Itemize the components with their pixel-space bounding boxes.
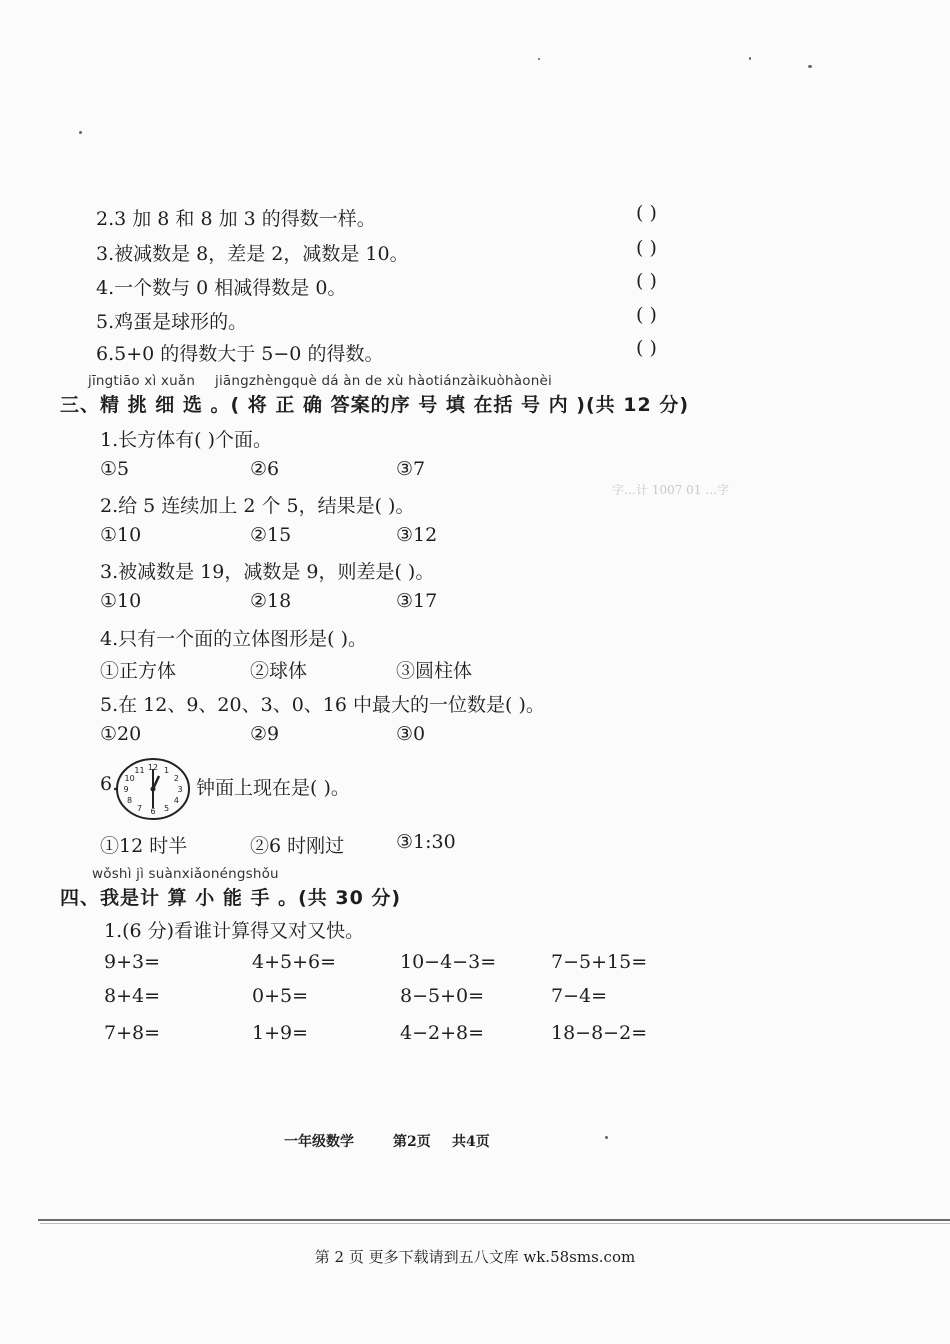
scan-speck [605, 1136, 608, 1139]
answer-paren[interactable]: ( ) [636, 270, 657, 292]
judgement-item-4: 4.一个数与 0 相减得数是 0。 [96, 277, 347, 299]
option-1-2[interactable]: ②6 [250, 458, 280, 480]
calc-item: 10−4−3= [400, 951, 497, 973]
option-5-2[interactable]: ②9 [250, 723, 280, 745]
judgement-item-5: 5.鸡蛋是球形的。 [96, 311, 248, 333]
option-4-3[interactable]: ③圆柱体 [396, 660, 473, 682]
question-1: 1.长方体有( )个面。 [100, 429, 272, 451]
download-caption: 第 2 页 更多下载请到五八文库 wk.58sms.com [314, 1248, 636, 1266]
calc-item: 18−8−2= [551, 1022, 648, 1044]
faint-bleedthrough-text: 字…计 1007 01 …字 [612, 483, 730, 497]
scan-speck [749, 57, 751, 60]
option-1-1[interactable]: ①5 [100, 458, 130, 480]
option-1-3[interactable]: ③7 [396, 458, 426, 480]
judgement-item-3: 3.被减数是 8，差是 2，减数是 10。 [96, 243, 409, 265]
question-3: 3.被减数是 19，减数是 9，则差是( )。 [100, 561, 435, 583]
section4-pinyin: wǒshì jì suànxiǎonéngshǒu [92, 866, 279, 882]
option-6-2[interactable]: ②6 时刚过 [250, 835, 345, 857]
option-5-3[interactable]: ③0 [396, 723, 426, 745]
calc-item: 1+9= [252, 1022, 309, 1044]
answer-paren[interactable]: ( ) [636, 304, 657, 326]
option-2-3[interactable]: ③12 [396, 524, 438, 546]
calc-item: 4−2+8= [400, 1022, 485, 1044]
footer-subject: 一年级数学 [284, 1134, 354, 1150]
calc-item: 0+5= [252, 985, 309, 1007]
option-2-1[interactable]: ①10 [100, 524, 142, 546]
option-6-3[interactable]: ③1:30 [396, 831, 456, 853]
option-6-1[interactable]: ①12 时半 [100, 835, 188, 857]
clock-numeral: 10 [124, 774, 135, 783]
clock-numeral: 12 [147, 763, 159, 772]
scan-speck [538, 58, 540, 60]
clock-numeral: 5 [163, 804, 170, 814]
option-5-1[interactable]: ①20 [100, 723, 142, 745]
option-3-1[interactable]: ①10 [100, 590, 142, 612]
clock-numeral: 11 [134, 765, 145, 775]
scan-speck [79, 131, 82, 134]
judgement-item-2: 2.3 加 8 和 8 加 3 的得数一样。 [96, 208, 376, 230]
clock-numeral: 7 [136, 804, 143, 814]
section4-sub1: 1.(6 分)看谁计算得又对又快。 [104, 920, 365, 942]
question-2: 2.给 5 连续加上 2 个 5，结果是( )。 [100, 495, 415, 517]
question-6-number: 6. [100, 773, 119, 795]
question-5: 5.在 12、9、20、3、0、16 中最大的一位数是( )。 [100, 694, 545, 716]
clock-numeral: 4 [173, 796, 179, 805]
calc-item: 7+8= [104, 1022, 161, 1044]
section3-pinyin-a: jīngtiāo xì xuǎn [88, 373, 196, 389]
option-2-2[interactable]: ②15 [250, 524, 292, 546]
calc-item: 4+5+6= [252, 951, 337, 973]
question-6: 钟面上现在是( )。 [196, 777, 350, 799]
option-4-1[interactable]: ①正方体 [100, 660, 177, 682]
answer-paren[interactable]: ( ) [636, 202, 657, 224]
section3-pinyin-b: jiāngzhèngquè dá àn de xù hàotiánzàikuòhàonèi [215, 373, 552, 389]
scan-edge-rule [40, 1223, 950, 1224]
calc-item: 8+4= [104, 985, 161, 1007]
clock-numeral: 8 [127, 796, 133, 805]
scan-speck [808, 65, 812, 68]
answer-paren[interactable]: ( ) [636, 337, 657, 359]
question-4: 4.只有一个面的立体图形是( )。 [100, 628, 367, 650]
calc-item: 7−5+15= [551, 951, 648, 973]
calc-item: 8−5+0= [400, 985, 485, 1007]
section3-title: 三、精 挑 细 选 。( 将 正 确 答案的序 号 填 在括 号 内 )(共 12 分) [60, 394, 690, 416]
option-3-2[interactable]: ②18 [250, 590, 292, 612]
footer-total: 共4页 [452, 1134, 490, 1150]
section4-title: 四、我是计 算 小 能 手 。(共 30 分) [60, 887, 402, 909]
clock-numeral: 2 [173, 774, 179, 783]
option-4-2[interactable]: ②球体 [250, 660, 308, 682]
clock-face-figure [114, 756, 192, 822]
clock-numeral: 6 [150, 807, 156, 816]
clock-numeral: 9 [123, 785, 129, 794]
answer-paren[interactable]: ( ) [636, 237, 657, 259]
judgement-item-6: 6.5+0 的得数大于 5−0 的得数。 [96, 343, 384, 365]
calc-item: 9+3= [104, 951, 161, 973]
clock-numeral: 3 [177, 785, 183, 794]
footer-page: 第2页 [393, 1134, 431, 1150]
calc-item: 7−4= [551, 985, 608, 1007]
scan-edge-rule [38, 1219, 950, 1221]
clock-numeral: 1 [163, 765, 170, 775]
option-3-3[interactable]: ③17 [396, 590, 438, 612]
